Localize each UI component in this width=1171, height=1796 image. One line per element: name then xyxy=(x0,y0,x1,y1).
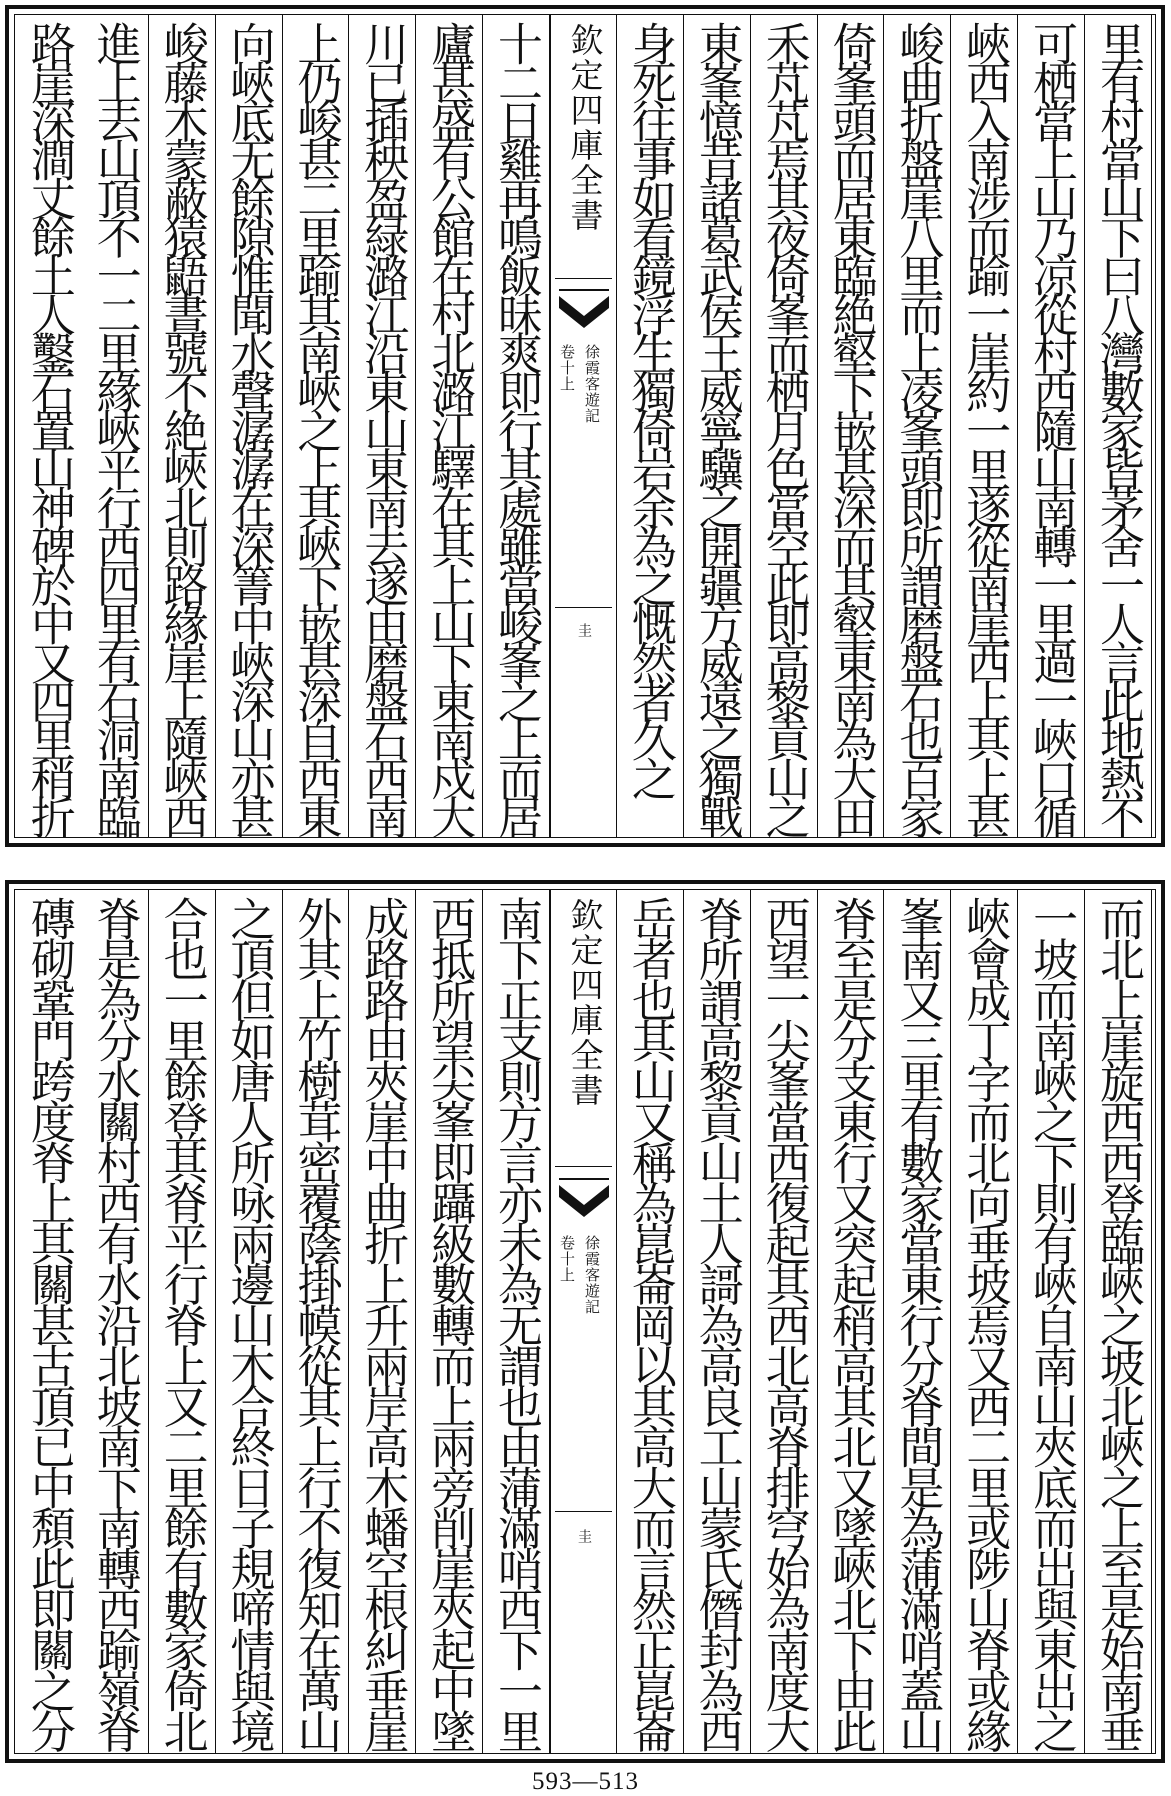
volume-label: 卷十上 xyxy=(558,1235,577,1283)
text-column: 廬甚盛有公館在村北潞江驛在其上山下東南戍大 xyxy=(416,15,483,837)
lower-page xyxy=(5,880,1165,1763)
text-column: 向峽底无餘隙惟聞水聲潺潺在深箐中峽深山亦甚 xyxy=(216,15,283,837)
collection-title: 欽定四庫全書 xyxy=(565,23,605,233)
page-number: 圭 xyxy=(576,1529,593,1543)
text-column: 岳者也其山又稱為崑崙岡以其高大而言然正崑崙 xyxy=(617,890,684,1753)
book-title: 徐霞客遊記 xyxy=(583,1235,602,1315)
lower-page-text-frame xyxy=(14,889,1156,1754)
text-column: 里有村當山下曰八灣數家皆茅舍一人言此地熱不 xyxy=(1085,15,1152,837)
text-column: 南下正支則方言亦未為无謂也由蒲滿哨西下一里 xyxy=(483,890,550,1753)
text-column: 峽會成丁字而北向垂坡焉又西二里或陟山脊或緣 xyxy=(951,890,1018,1753)
text-column: 而北上崖旋西西登臨峽之坡北峽之上至是始南垂 xyxy=(1085,890,1152,1753)
center-banner xyxy=(550,15,617,837)
text-column: 川已插秧盈緑潞江沿東山東南去遂由磨盤石西南 xyxy=(349,15,416,837)
page-number: 圭 xyxy=(576,623,593,637)
upper-page-text-frame xyxy=(14,14,1156,838)
text-column: 峽西入南涉而踰一崖約一里遂從南崖西上其上甚 xyxy=(951,15,1018,837)
text-column: 成路路由夾崖中曲折上升兩岸高木蟠空根糾垂崖 xyxy=(349,890,416,1753)
text-column: 峯南又三里有數家當東行分脊間是為蒲滿哨蓋山 xyxy=(884,890,951,1753)
text-column: 禾芃芃焉其夜倚峯而栖月色當空此即高黎貢山之 xyxy=(751,15,818,837)
text-column: 峻曲折盤崖八里而上凌峯頭即所謂磨盤石也百家 xyxy=(884,15,951,837)
volume-label: 卷十上 xyxy=(558,344,577,392)
text-column: 東峯憶昔諸葛武侯王威寧驥之開疆方威遠之獨戰 xyxy=(684,15,751,837)
text-column: 脊是為分水關村西有水沿北坡南下南轉西踰嶺脊 xyxy=(82,890,149,1753)
text-column: 合也一里餘登其脊平行脊上又二里餘有數家倚北 xyxy=(149,890,216,1753)
text-column: 一坡而南峽之下則有峽自南山夾底而出與東出之 xyxy=(1018,890,1085,1753)
page-footer-number: 593—513 xyxy=(532,1768,639,1795)
upper-page xyxy=(5,5,1165,847)
text-column: 可栖當上山乃凉從村西隨山南轉一里過一峽口循 xyxy=(1018,15,1085,837)
text-column: 磚砌鞏門跨度脊上其關甚古頂已中頽此即關之分 xyxy=(22,896,76,1749)
text-column: 路崖深澗丈餘土人鑿石置山神碑於中又四里稍折 xyxy=(22,21,76,834)
text-column: 進上去山頂不一二里緣峽平行西四里有石洞南臨 xyxy=(82,15,149,837)
text-column: 之頂但如唐人所咏兩邊山木合終日子規啼情與境 xyxy=(216,890,283,1753)
text-column: 身死往事如看鏡浮生獨倚岩余為之慨然者久之 xyxy=(617,15,684,837)
text-column: 倚峯頭而居東臨絶壑下嵌甚深而其壑東南為大田 xyxy=(818,15,885,837)
text-column: 西抵所望尖峯即躡級數轉而上兩旁削崖夾起中墜 xyxy=(416,890,483,1753)
text-column: 外其上竹樹茸密覆蔭掛幙從其上行不復知在萬山 xyxy=(283,890,350,1753)
text-column: 脊所謂高黎貢山土人謌為高良工山蒙氏僭封為西 xyxy=(684,890,751,1753)
text-column: 西望一尖峯當西復起其西北高脊排穹始為南度大 xyxy=(751,890,818,1753)
text-column: 十二日雞再鳴飯昧爽即行其處雖當峻峯之上而居 xyxy=(483,15,550,837)
text-column: 峻藤木蒙蔽猿鼯晝號不絶峽北則路緣崖上隨峽西 xyxy=(149,15,216,837)
fish-tail-mark-icon xyxy=(557,286,611,336)
text-column: 脊至是分支東行又突起稍高其北又墜峽北下由此 xyxy=(818,890,885,1753)
book-title: 徐霞客遊記 xyxy=(583,344,602,424)
center-banner xyxy=(550,890,617,1753)
collection-title: 欽定四庫全書 xyxy=(565,898,605,1108)
text-column: 上仍峻甚二里踰其南峽之上其峽下嵌甚深自西東 xyxy=(283,15,350,837)
fish-tail-mark-icon xyxy=(557,1175,611,1225)
